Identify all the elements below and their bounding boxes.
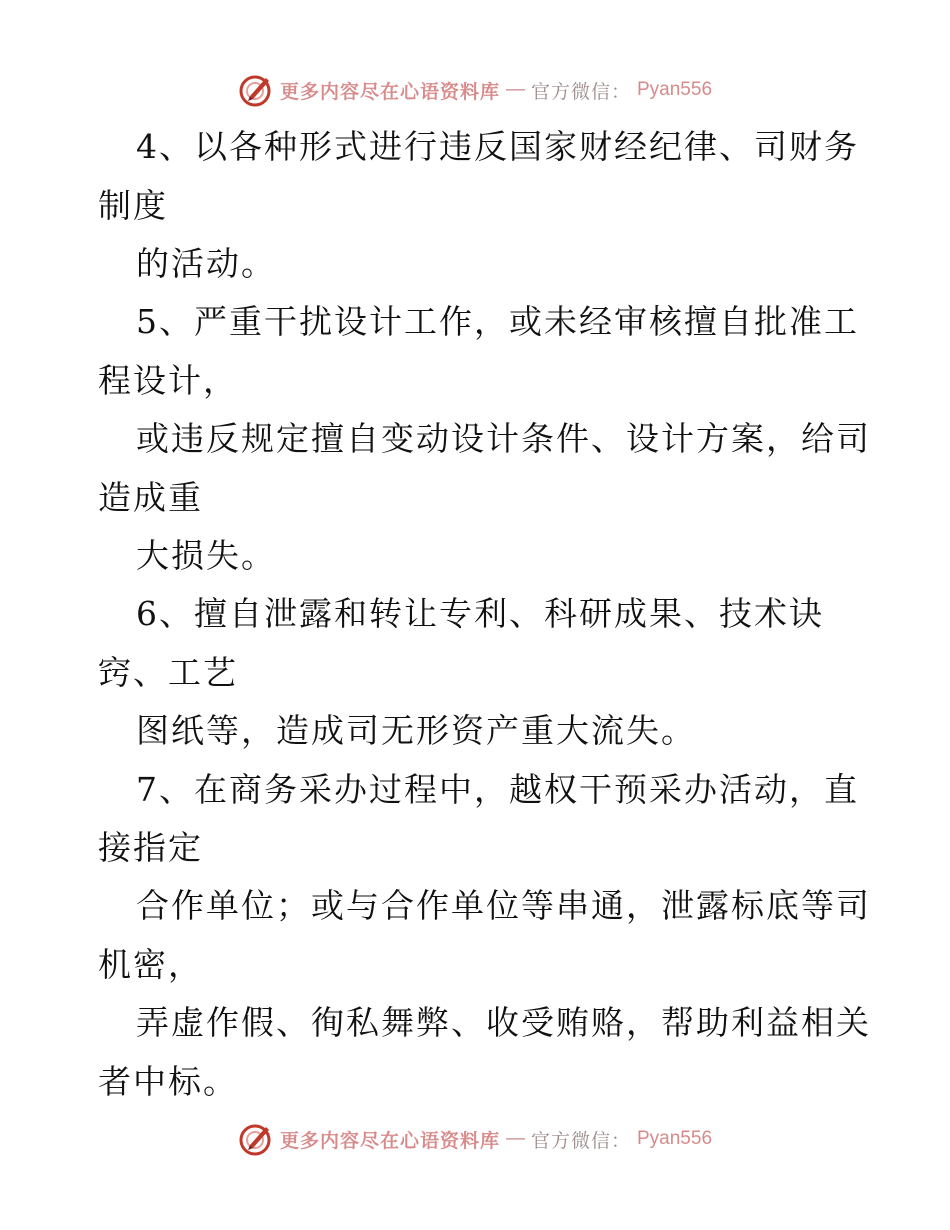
- text-line: 或违反规定擅自变动设计条件、设计方案，给司: [136, 419, 871, 458]
- banner-wechat-id: Pyan556: [637, 1128, 713, 1149]
- text-line: 接指定: [98, 828, 203, 867]
- text-line: 机密，: [98, 945, 203, 984]
- banner-wechat-label: 官方微信：: [530, 81, 631, 103]
- text-line: 弄虚作假、徇私舞弊、收受贿赂，帮助利益相关: [136, 1003, 871, 1042]
- text-line: 窍、工艺: [98, 653, 238, 692]
- banner-wechat-label: 官方微信：: [530, 1130, 631, 1152]
- text-line: 合作单位；或与合作单位等串通，泄露标底等司: [136, 886, 871, 925]
- text-line: 7、在商务采办过程中，越权干预采办活动，直: [136, 770, 859, 809]
- banner-dash: —: [505, 1128, 525, 1149]
- banner-dash: —: [505, 79, 525, 100]
- banner-wechat-id: Pyan556: [637, 79, 713, 100]
- text-line: 4、以各种形式进行违反国家财经纪律、司财务: [136, 127, 859, 166]
- text-line: 造成重: [98, 478, 203, 517]
- banner-site-text: 更多内容尽在心语资料库: [279, 81, 500, 103]
- text-line: 程设计，: [98, 361, 238, 400]
- text-line: 者中标。: [98, 1062, 238, 1101]
- text-line: 5、严重干扰设计工作，或未经审核擅自批准工: [136, 302, 859, 341]
- footer-watermark-banner: [0, 1119, 950, 1159]
- text-line: 的活动。: [136, 244, 276, 283]
- text-line: 制度: [98, 186, 168, 225]
- banner-site-text: 更多内容尽在心语资料库: [279, 1130, 500, 1152]
- text-line: 图纸等，造成司无形资产重大流失。: [136, 711, 696, 750]
- text-line: 大损失。: [136, 536, 276, 575]
- text-line: 6、擅自泄露和转让专利、科研成果、技术诀: [136, 594, 824, 633]
- pen-logo-icon: [238, 1121, 274, 1157]
